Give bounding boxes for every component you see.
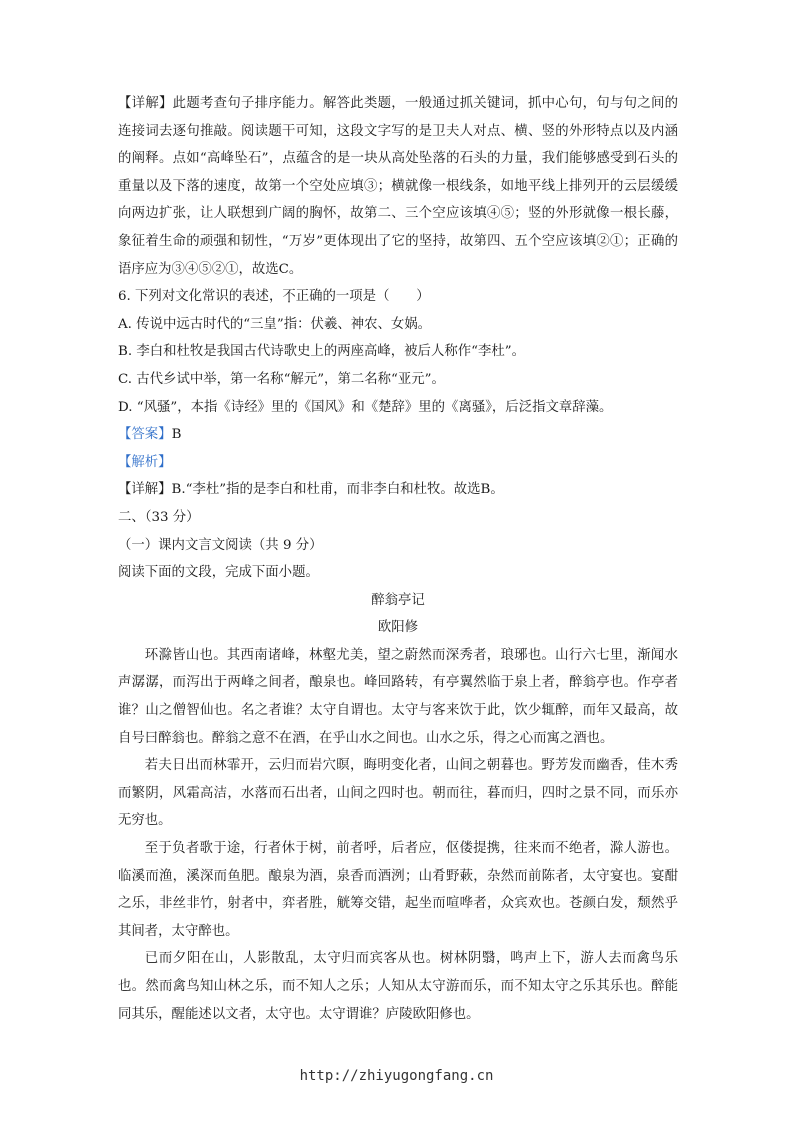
essay-paragraph-2: 若夫日出而林霏开，云归而岩穴暝，晦明变化者，山间之朝暮也。野芳发而幽香，佳木秀而繁阴，风霜高洁，水落而石出者，山间之四时也。朝而往，暮而归，四时之景不同，而乐亦无穷也。 bbox=[118, 758, 678, 829]
q6-answer-value: B bbox=[171, 427, 182, 443]
footer-url: http://zhiyugongfang.cn bbox=[299, 1068, 494, 1084]
essay-paragraph-1: 环滁皆山也。其西南诸峰，林壑尤美，望之蔚然而深秀者，琅琊也。山行六七里，渐闻水声潺潺，而泻出于两峰之间者，酿泉也。峰回路转，有亭翼然临于泉上者，醉翁亭也。作亭者谁？山之僧智仙也。名之者谁？太守自谓也。太守与客来饮于此，饮少辄醉，而年又最高，故自号曰醉翁也。醉翁之意不在酒，在乎山水之间也。山水之乐，得之心而寓之酒也。 bbox=[118, 647, 678, 746]
q6-stem bbox=[118, 283, 678, 311]
essay-author: 欧阳修 bbox=[377, 620, 419, 636]
document-content bbox=[118, 90, 678, 1028]
q6-option-a: A. 传说中远古时代的“三皇”指：伏羲、神农、女娲。 bbox=[118, 316, 432, 332]
q6-stem-post: 正确的一项是（ ） bbox=[295, 289, 430, 305]
q6-option-b: B. 李白和杜牧是我国古代诗歌史上的两座高峰，被后人称作“李杜”。 bbox=[118, 344, 525, 360]
q5-detail: 【详解】此题考查句子排序能力。解答此类题，一般通过抓关键词，抓中心句，句与句之间的连接词去逐句推敲。阅读题干可知，这段文字写的是卫夫人对点、横、竖的外形特点以及内涵的阐释。点如“高峰坠石”，点蕴含的是一块从高处坠落的石头的力量，我们能够感受到石头的重量以及下落的速度，故第一个空处应填③；横就像一根线条，如地平线上排列开的云层缓缓向两边扩张，让人联想到广阔的胸怀，故第二、三个空应该填④⑤；竖的外形就像一根长藤，象征着生命的顽强和韧性，“万岁”更体现出了它的坚持，故第四、五个空应该填②①；正确的语序应为③④⑤②①，故选C。 bbox=[118, 96, 678, 277]
q6-detail: 【详解】B.“李杜”指的是李白和杜甫，而非李白和杜牧。故选B。 bbox=[118, 482, 504, 498]
q6-analysis-label: 【解析】 bbox=[118, 454, 172, 470]
essay-paragraph-3: 至于负者歌于途，行者休于树，前者呼，后者应，伛偻提携，往来而不绝者，滁人游也。临溪而渔，溪深而鱼肥。酿泉为酒，泉香而酒洌；山肴野蔌，杂然而前陈者，太守宴也。宴酣之乐，非丝非竹，射者中，弈者胜，觥筹交错，起坐而喧哗者，众宾欢也。苍颜白发，颓然乎其间者，太守醉也。 bbox=[118, 841, 678, 939]
essay-paragraph-4: 已而夕阳在山，人影散乱，太守归而宾客从也。树林阴翳，鸣声上下，游人去而禽鸟乐也。然而禽鸟知山林之乐，而不知人之乐；人知从太守游而乐，而不知太守之乐其乐也。醉能同其乐，醒能述以文者，太守也。太守谓谁？庐陵欧阳修也。 bbox=[118, 951, 678, 1022]
essay-title: 醉翁亭记 bbox=[371, 592, 425, 608]
q6-answer-label: 【答案】 bbox=[118, 427, 172, 443]
section2-instruction: 阅读下面的文段，完成下面小题。 bbox=[118, 565, 319, 581]
section2-heading: 二、（33 分） bbox=[118, 509, 200, 525]
q6-option-d: D. “风骚”，本指《诗经》里的《国风》和《楚辞》里的《离骚》，后泛指文章辞藻。 bbox=[118, 399, 613, 415]
section2-subheading: （一）课内文言文阅读（共 9 分） bbox=[118, 537, 323, 553]
q6-stem-emphasis: 不 bbox=[282, 289, 296, 305]
q6-answer bbox=[118, 421, 678, 449]
q6-stem-pre: 6. 下列对文化常识的表述， bbox=[118, 289, 283, 305]
q6-option-c: C. 古代乡试中举，第一名称“解元”，第二名称“亚元”。 bbox=[118, 371, 445, 387]
